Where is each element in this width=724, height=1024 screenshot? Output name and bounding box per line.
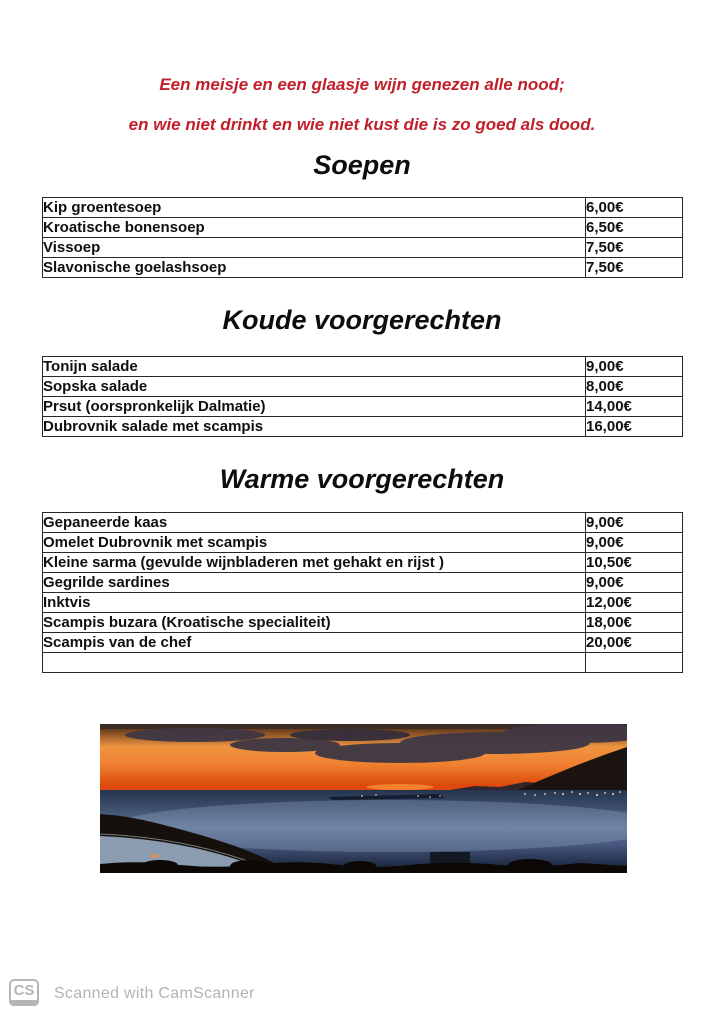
dish-price: 9,00€ [586,357,683,377]
dish-price: 6,00€ [586,198,683,218]
table-row [43,533,683,553]
soepen-table [42,197,683,278]
dish-name: Kleine sarma (gevulde wijnbladeren met gehakt en rijst ) [43,553,586,573]
camscanner-footer [0,966,724,1024]
warme-voorgerechten-table [42,512,683,673]
dish-price: 9,00€ [586,573,683,593]
dish-name: Scampis buzara (Kroatische specialiteit) [43,613,586,633]
table-row-empty [43,653,683,673]
quote-line-1: Een meisje en een glaasje wijn genezen alle nood; [159,75,565,94]
dish-name: Omelet Dubrovnik met scampis [43,533,586,553]
dish-name: Gegrilde sardines [43,573,586,593]
table-row [43,633,683,653]
dish-price: 9,00€ [586,513,683,533]
dish-price: 12,00€ [586,593,683,613]
dish-price: 9,00€ [586,533,683,553]
table-row [43,613,683,633]
table-row [43,397,683,417]
dish-name [43,653,586,673]
dish-name: Scampis van de chef [43,633,586,653]
table-row [43,198,683,218]
dish-price: 6,50€ [586,218,683,238]
dish-price: 18,00€ [586,613,683,633]
dish-name: Inktvis [43,593,586,613]
sunset-over-bay-photo [100,724,627,873]
table-row [43,593,683,613]
dish-name: Kip groentesoep [43,198,586,218]
dish-name: Slavonische goelashsoep [43,258,586,278]
table-row [43,513,683,533]
dish-price: 20,00€ [586,633,683,653]
sun-glow [366,784,434,790]
dish-price: 7,50€ [586,238,683,258]
table-row [43,218,683,238]
dish-name: Sopska salade [43,377,586,397]
table-row [43,377,683,397]
table-row [43,573,683,593]
table-row [43,357,683,377]
koude-voorgerechten-table [42,356,683,437]
section-title-koude-voorgerechten: Koude voorgerechten [222,305,502,335]
quote-line-2: en wie niet drinkt en wie niet kust die is zo goed als dood. [128,115,596,134]
dish-name: Prsut (oorspronkelijk Dalmatie) [43,397,586,417]
camscanner-watermark-text: Scanned with CamScanner [54,985,255,1002]
dish-name: Dubrovnik salade met scampis [43,417,586,437]
cs-badge-foot [9,1000,39,1006]
camscanner-cs-icon [9,979,39,1006]
dish-price: 8,00€ [586,377,683,397]
dish-name: Tonijn salade [43,357,586,377]
cs-badge-label: CS [13,982,35,999]
sunset-photo-graphic [100,724,627,873]
table-row [43,258,683,278]
table-row [43,417,683,437]
dish-name: Gepaneerde kaas [43,513,586,533]
dish-price: 16,00€ [586,417,683,437]
table-row [43,553,683,573]
section-title-soepen: Soepen [313,150,411,180]
table-row [43,238,683,258]
dish-name: Vissoep [43,238,586,258]
dish-price: 14,00€ [586,397,683,417]
section-title-warme-voorgerechten: Warme voorgerechten [219,464,505,494]
dish-name: Kroatische bonensoep [43,218,586,238]
dish-price [586,653,683,673]
dish-price: 7,50€ [586,258,683,278]
dish-price: 10,50€ [586,553,683,573]
